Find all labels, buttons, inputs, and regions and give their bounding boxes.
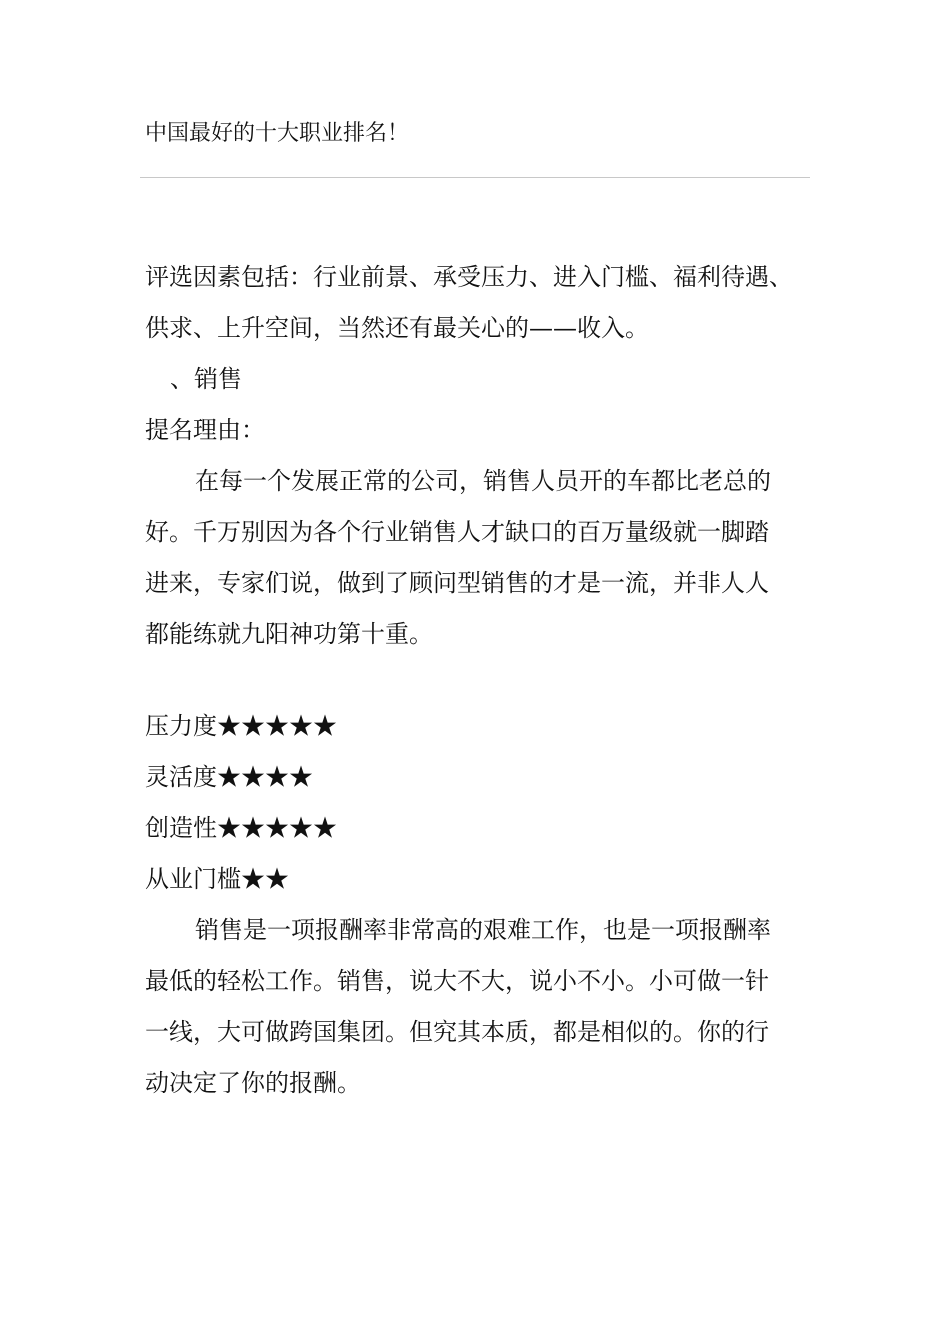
- rating-pressure: [145, 701, 810, 752]
- star-rating-icon: ★★: [241, 865, 289, 893]
- star-rating-icon: ★★★★★: [217, 814, 337, 842]
- rating-label: 创造性: [145, 814, 217, 842]
- page-header-title: 中国最好的十大职业排名！: [145, 121, 410, 146]
- closing-line: 动决定了你的报酬。: [145, 1069, 361, 1097]
- reason-line: 在每一个发展正常的公司，销售人员开的车都比老总的: [195, 467, 771, 495]
- closing-line: 一线，大可做跨国集团。但究其本质，都是相似的。你的行: [145, 1018, 769, 1046]
- rating-label: 从业门槛: [145, 865, 241, 893]
- rating-label: 压力度: [145, 712, 217, 740]
- star-rating-icon: ★★★★★: [217, 712, 337, 740]
- reason-line: 都能练就九阳神功第十重。: [145, 620, 433, 648]
- rating-label: 灵活度: [145, 763, 217, 791]
- section-heading: 、销售: [170, 365, 242, 393]
- intro-line: 供求、上升空间，当然还有最关心的——收入。: [145, 314, 649, 342]
- rating-entry-barrier: [145, 854, 810, 905]
- closing-line: 销售是一项报酬率非常高的艰难工作，也是一项报酬率: [195, 916, 771, 944]
- star-rating-icon: ★★★★: [217, 763, 313, 791]
- closing-line: 最低的轻松工作。销售，说大不大，说小不小。小可做一针: [145, 967, 769, 995]
- header-divider: [140, 177, 810, 178]
- rating-flexibility: [145, 752, 810, 803]
- reason-line: 进来，专家们说，做到了顾问型销售的才是一流，并非人人: [145, 569, 769, 597]
- ratings-list: [145, 701, 810, 1109]
- intro-paragraph: [145, 252, 810, 660]
- reason-line: 好。千万别因为各个行业销售人才缺口的百万量级就一脚踏: [145, 518, 769, 546]
- reason-label: 提名理由：: [145, 416, 265, 444]
- rating-creativity: [145, 803, 810, 854]
- intro-line: 评选因素包括：行业前景、承受压力、进入门槛、福利待遇、: [145, 263, 793, 291]
